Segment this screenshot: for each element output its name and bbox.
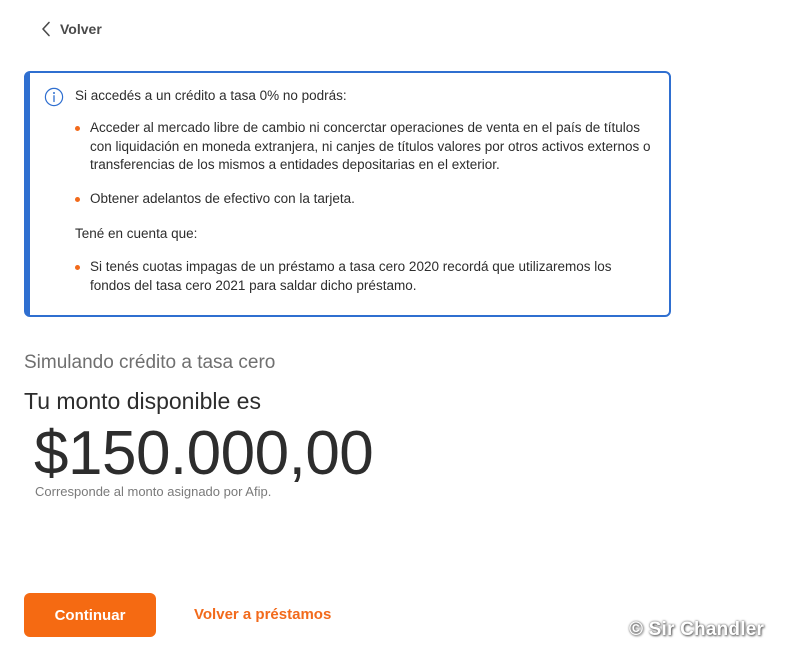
list-item-text: Acceder al mercado libre de cambio ni concerctar operaciones de venta en el país de títulos con liquidación en moneda extranjera, ni canjes de títulos valores por otros activos externos o transferencias de los mismos a entidades depositarias en el exterior. bbox=[90, 120, 651, 172]
info-icon bbox=[44, 87, 64, 107]
back-to-loans-link[interactable]: Volver a préstamos bbox=[194, 606, 332, 623]
restrictions-notice bbox=[24, 71, 671, 317]
continue-button[interactable]: Continuar bbox=[24, 593, 156, 637]
bullet-dot-icon bbox=[75, 126, 80, 131]
notice-heading: Si accedés a un crédito a tasa 0% no podrás: bbox=[75, 88, 347, 103]
amount-label: Tu monto disponible es bbox=[24, 388, 261, 414]
back-link[interactable] bbox=[40, 21, 102, 37]
bullet-dot-icon bbox=[75, 265, 80, 270]
restrictions-list bbox=[75, 119, 655, 175]
list-item-text: Obtener adelantos de efectivo con la tarjeta. bbox=[90, 191, 355, 206]
list-item bbox=[75, 119, 655, 175]
list-item bbox=[75, 258, 655, 295]
restrictions-list-2 bbox=[75, 190, 655, 209]
note-list bbox=[75, 258, 655, 295]
amount-note: Corresponde al monto asignado por Afip. bbox=[35, 484, 272, 499]
simulation-title: Simulando crédito a tasa cero bbox=[24, 352, 276, 373]
back-link-label: Volver bbox=[60, 21, 102, 37]
note-label: Tené en cuenta que: bbox=[75, 226, 198, 241]
watermark: © Sir Chandler bbox=[629, 619, 765, 640]
chevron-left-icon bbox=[40, 21, 52, 37]
list-item bbox=[75, 190, 655, 209]
available-amount: $150.000,00 bbox=[34, 419, 374, 488]
list-item-text: Si tenés cuotas impagas de un préstamo a tasa cero 2020 recordá que utilizaremos los fondos del tasa cero 2021 para saldar dicho préstamo. bbox=[90, 259, 612, 293]
bullet-dot-icon bbox=[75, 197, 80, 202]
